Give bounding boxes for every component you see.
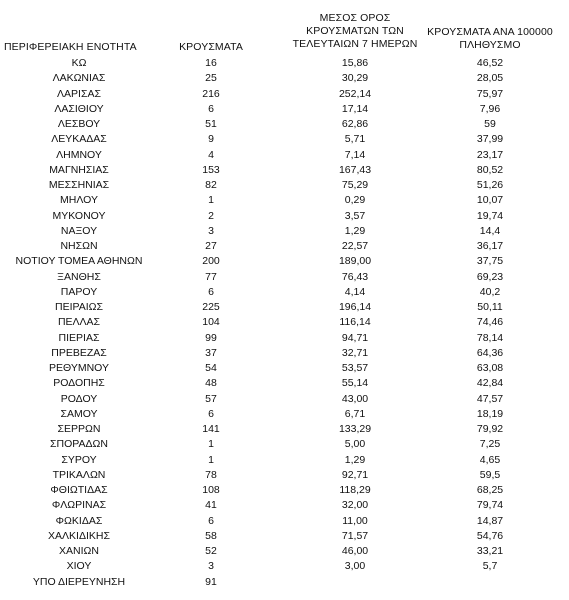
cell-avg7: 1,29 bbox=[344, 224, 366, 237]
cell-cases: 6 bbox=[208, 285, 214, 298]
cell-per100k: 14,87 bbox=[476, 514, 504, 527]
table-row bbox=[0, 468, 569, 483]
cell-avg7: 11,00 bbox=[342, 514, 368, 527]
cell-region: ΣΕΡΡΩΝ bbox=[57, 423, 101, 435]
header-cases: ΚΡΟΥΣΜΑΤΑ bbox=[179, 41, 243, 53]
table-row bbox=[0, 559, 569, 574]
cell-per100k: 64,36 bbox=[476, 346, 504, 359]
table-row bbox=[0, 376, 569, 391]
table-row bbox=[0, 437, 569, 452]
table-row bbox=[0, 270, 569, 285]
cell-avg7: 118,29 bbox=[339, 484, 371, 496]
cell-cases: 27 bbox=[205, 240, 217, 252]
cell-avg7: 75,29 bbox=[341, 179, 369, 191]
cell-avg7: 71,57 bbox=[341, 529, 369, 542]
table-row bbox=[0, 193, 569, 208]
cell-avg7: 55,14 bbox=[341, 377, 369, 390]
cell-cases: 4 bbox=[208, 148, 214, 161]
cell-avg7: 5,00 bbox=[344, 438, 366, 451]
table-row bbox=[0, 300, 569, 315]
table-row bbox=[0, 575, 569, 590]
cell-cases: 6 bbox=[208, 407, 214, 420]
cell-region: ΠΕΛΛΑΣ bbox=[57, 316, 101, 329]
cell-cases: 216 bbox=[202, 87, 220, 100]
cell-per100k: 80,52 bbox=[476, 163, 504, 176]
cell-cases: 52 bbox=[205, 545, 217, 557]
cell-cases: 225 bbox=[202, 301, 220, 313]
table-row bbox=[0, 178, 569, 193]
cell-per100k: 5,7 bbox=[482, 560, 498, 573]
cell-per100k: 33,21 bbox=[476, 545, 504, 557]
cell-cases: 82 bbox=[205, 179, 217, 191]
cell-region: ΤΡΙΚΑΛΩΝ bbox=[52, 468, 106, 481]
cell-avg7: 189,00 bbox=[338, 255, 372, 268]
cell-region: ΣΥΡΟΥ bbox=[61, 453, 97, 466]
cell-per100k: 78,14 bbox=[476, 331, 504, 344]
cell-avg7: 4,14 bbox=[344, 285, 366, 298]
table-row bbox=[0, 163, 569, 178]
header-avg7: ΜΕΣΟΣ ΟΡΟΣ ΚΡΟΥΣΜΑΤΩΝ ΤΩΝ ΤΕΛΕΥΤΑΙΩΝ 7 ΗΜΕΡΩΝ bbox=[292, 12, 418, 50]
cell-per100k: 50,11 bbox=[477, 301, 503, 313]
cell-per100k: 10,07 bbox=[476, 194, 504, 207]
cell-per100k: 74,46 bbox=[476, 316, 504, 329]
cell-avg7: 15,86 bbox=[341, 57, 369, 69]
cell-avg7: 94,71 bbox=[341, 331, 369, 344]
cell-region: ΝΟΤΙΟΥ ΤΟΜΕΑ ΑΘΗΝΩΝ bbox=[15, 255, 143, 268]
cell-per100k: 7,25 bbox=[479, 438, 501, 451]
cell-avg7: 3,00 bbox=[344, 560, 366, 573]
cell-region: ΦΛΩΡΙΝΑΣ bbox=[51, 499, 107, 512]
cell-cases: 6 bbox=[208, 514, 214, 527]
cell-per100k: 4,65 bbox=[479, 453, 501, 466]
table-row bbox=[0, 346, 569, 361]
cell-region: ΠΡΕΒΕΖΑΣ bbox=[51, 346, 107, 359]
cell-avg7: 0,29 bbox=[344, 194, 366, 207]
cell-avg7: 167,43 bbox=[338, 163, 372, 176]
cell-region: ΥΠΟ ΔΙΕΡΕΥΝΗΣΗ bbox=[32, 575, 126, 588]
cell-avg7: 5,71 bbox=[344, 133, 366, 146]
cell-per100k: 37,99 bbox=[476, 133, 504, 146]
table-row bbox=[0, 87, 569, 102]
table-row bbox=[0, 407, 569, 422]
cell-per100k: 36,17 bbox=[476, 240, 504, 252]
cell-per100k: 75,97 bbox=[476, 87, 504, 100]
cell-region: ΣΑΜΟΥ bbox=[60, 407, 98, 420]
cell-cases: 6 bbox=[208, 102, 214, 115]
cell-region: ΛΑΡΙΣΑΣ bbox=[57, 87, 101, 100]
cell-per100k: 59 bbox=[484, 118, 496, 130]
cell-region: ΛΕΥΚΑΔΑΣ bbox=[51, 133, 107, 146]
cell-avg7: 30,29 bbox=[341, 72, 369, 85]
cell-region: ΦΘΙΩΤΙΔΑΣ bbox=[50, 484, 108, 496]
cell-per100k: 19,74 bbox=[476, 209, 504, 222]
table-row bbox=[0, 224, 569, 239]
table-row bbox=[0, 483, 569, 498]
table-row bbox=[0, 331, 569, 346]
table-row bbox=[0, 71, 569, 86]
cell-per100k: 42,84 bbox=[476, 377, 504, 390]
cell-per100k: 79,74 bbox=[476, 499, 504, 512]
cell-per100k: 68,25 bbox=[476, 484, 504, 496]
cell-avg7: 43,00 bbox=[341, 392, 369, 405]
cell-avg7: 46,00 bbox=[341, 545, 369, 557]
cell-region: ΠΕΙΡΑΙΩΣ bbox=[55, 301, 103, 313]
cell-cases: 104 bbox=[202, 316, 220, 329]
table-row bbox=[0, 239, 569, 254]
cell-region: ΠΙΕΡΙΑΣ bbox=[58, 331, 100, 344]
cell-avg7: 17,14 bbox=[341, 102, 369, 115]
cell-avg7: 53,57 bbox=[341, 362, 369, 374]
cell-cases: 78 bbox=[205, 468, 217, 481]
header-region: ΠΕΡΙΦΕΡΕΙΑΚΗ ΕΝΟΤΗΤΑ bbox=[4, 41, 137, 53]
cell-per100k: 18,19 bbox=[476, 407, 504, 420]
cell-avg7: 76,43 bbox=[341, 270, 369, 283]
table-body bbox=[0, 56, 569, 590]
cell-region: ΛΗΜΝΟΥ bbox=[56, 148, 102, 161]
cell-region: ΧΑΝΙΩΝ bbox=[59, 545, 99, 557]
cell-cases: 91 bbox=[205, 575, 217, 588]
cell-avg7: 32,00 bbox=[341, 499, 369, 512]
cell-cases: 48 bbox=[205, 377, 217, 390]
cell-region: ΧΙΟΥ bbox=[66, 560, 92, 573]
cell-cases: 1 bbox=[208, 453, 214, 466]
cell-per100k: 51,26 bbox=[476, 179, 504, 191]
cell-per100k: 47,57 bbox=[476, 392, 504, 405]
cell-cases: 25 bbox=[205, 72, 217, 85]
cell-region: ΜΑΓΝΗΣΙΑΣ bbox=[49, 163, 109, 176]
cell-per100k: 69,23 bbox=[476, 270, 504, 283]
cell-cases: 3 bbox=[208, 560, 214, 573]
cell-region: ΞΑΝΘΗΣ bbox=[57, 270, 101, 283]
table-row bbox=[0, 422, 569, 437]
table-row bbox=[0, 102, 569, 117]
table-row bbox=[0, 544, 569, 559]
cell-avg7: 3,57 bbox=[344, 209, 366, 222]
cell-cases: 9 bbox=[208, 133, 214, 146]
table-row bbox=[0, 498, 569, 513]
cell-cases: 1 bbox=[208, 194, 214, 207]
cell-per100k: 37,75 bbox=[476, 255, 504, 268]
cell-per100k: 63,08 bbox=[476, 362, 504, 374]
cell-avg7: 32,71 bbox=[341, 346, 369, 359]
table-header bbox=[0, 8, 569, 54]
table-row bbox=[0, 361, 569, 376]
cell-per100k: 7,96 bbox=[479, 102, 501, 115]
cell-region: ΛΑΚΩΝΙΑΣ bbox=[52, 72, 106, 85]
table-row bbox=[0, 148, 569, 163]
table-row bbox=[0, 117, 569, 132]
cell-per100k: 23,17 bbox=[476, 148, 504, 161]
cell-cases: 16 bbox=[205, 57, 217, 69]
cell-per100k: 54,76 bbox=[476, 529, 504, 542]
cell-per100k: 40,2 bbox=[479, 285, 501, 298]
cell-cases: 200 bbox=[202, 255, 220, 268]
cell-region: ΚΩ bbox=[71, 57, 87, 69]
table-row bbox=[0, 529, 569, 544]
cell-region: ΜΥΚΟΝΟΥ bbox=[52, 209, 106, 222]
table-row bbox=[0, 254, 569, 269]
cell-per100k: 79,92 bbox=[476, 423, 504, 435]
cell-region: ΛΕΣΒΟΥ bbox=[57, 118, 101, 130]
cell-avg7: 92,71 bbox=[341, 468, 369, 481]
cell-region: ΡΕΘΥΜΝΟΥ bbox=[48, 362, 109, 374]
cell-cases: 153 bbox=[202, 163, 220, 176]
cell-avg7: 1,29 bbox=[344, 453, 366, 466]
cell-cases: 99 bbox=[205, 331, 217, 344]
table-row bbox=[0, 315, 569, 330]
cell-cases: 3 bbox=[208, 224, 214, 237]
cell-cases: 1 bbox=[208, 438, 214, 451]
cell-per100k: 46,52 bbox=[476, 57, 504, 69]
cell-region: ΧΑΛΚΙΔΙΚΗΣ bbox=[48, 529, 110, 542]
cell-region: ΡΟΔΟΥ bbox=[60, 392, 98, 405]
cell-per100k: 59,5 bbox=[479, 468, 501, 481]
cell-region: ΣΠΟΡΑΔΩΝ bbox=[50, 438, 108, 451]
cell-cases: 57 bbox=[205, 392, 217, 405]
cell-avg7: 22,57 bbox=[341, 240, 369, 252]
cell-cases: 2 bbox=[208, 209, 214, 222]
cell-cases: 37 bbox=[205, 346, 217, 359]
cell-region: ΦΩΚΙΔΑΣ bbox=[55, 514, 103, 527]
table-row bbox=[0, 514, 569, 529]
cell-region: ΜΕΣΣΗΝΙΑΣ bbox=[48, 179, 110, 191]
table-row bbox=[0, 285, 569, 300]
table-row bbox=[0, 209, 569, 224]
cell-cases: 108 bbox=[202, 484, 220, 496]
cell-cases: 51 bbox=[205, 118, 217, 130]
cell-avg7: 252,14 bbox=[338, 87, 372, 100]
cell-region: ΡΟΔΟΠΗΣ bbox=[53, 377, 105, 390]
table-row bbox=[0, 453, 569, 468]
cell-cases: 54 bbox=[205, 362, 217, 374]
table-row bbox=[0, 56, 569, 71]
cell-avg7: 196,14 bbox=[338, 301, 372, 313]
cell-cases: 77 bbox=[205, 270, 217, 283]
cell-per100k: 28,05 bbox=[476, 72, 504, 85]
cell-avg7: 116,14 bbox=[339, 316, 371, 329]
cell-region: ΛΑΣΙΘΙΟΥ bbox=[54, 102, 104, 115]
cell-region: ΜΗΛΟΥ bbox=[60, 194, 98, 207]
cell-region: ΝΑΞΟΥ bbox=[60, 224, 98, 237]
header-per100k: ΚΡΟΥΣΜΑΤΑ ΑΝΑ 100000 ΠΛΗΘΥΣΜΟ bbox=[427, 26, 553, 51]
cell-avg7: 7,14 bbox=[344, 148, 366, 161]
cell-avg7: 6,71 bbox=[344, 407, 366, 420]
cell-avg7: 133,29 bbox=[338, 423, 372, 435]
table-row bbox=[0, 132, 569, 147]
cell-region: ΝΗΣΩΝ bbox=[60, 240, 98, 252]
cell-region: ΠΑΡΟΥ bbox=[60, 285, 98, 298]
cell-per100k: 14,4 bbox=[479, 224, 501, 237]
cell-avg7: 62,86 bbox=[341, 118, 369, 130]
cell-cases: 141 bbox=[202, 423, 220, 435]
cell-cases: 58 bbox=[205, 529, 217, 542]
table-row bbox=[0, 392, 569, 407]
cell-cases: 41 bbox=[205, 499, 217, 512]
